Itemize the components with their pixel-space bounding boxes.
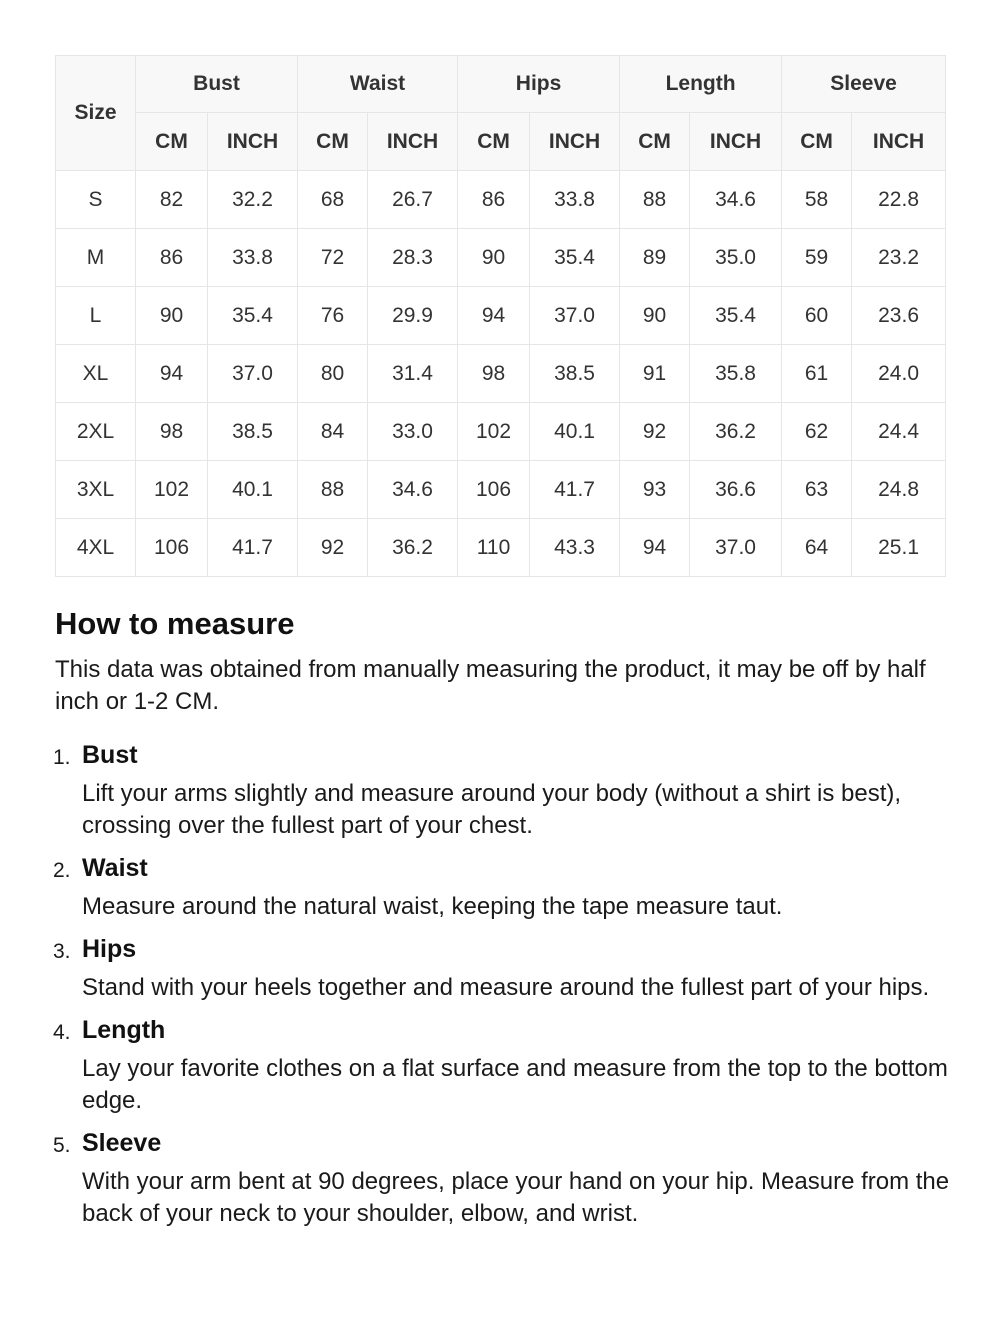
measurement-cell: 36.2 [690,403,782,461]
measurement-steps [55,738,955,1230]
header-row-units [56,113,946,171]
measurement-cell: 84 [298,403,368,461]
measurement-cell: 98 [458,345,530,403]
unit-header-inch: INCH [368,113,458,171]
unit-header-cm: CM [458,113,530,171]
unit-header-cm: CM [620,113,690,171]
size-cell: 4XL [56,519,136,577]
measurement-cell: 22.8 [852,171,946,229]
measurement-cell: 41.7 [530,461,620,519]
unit-header-inch: INCH [852,113,946,171]
step-number: 1. [53,746,71,769]
measurement-cell: 94 [136,345,208,403]
step-number: 4. [53,1021,71,1044]
measurement-cell: 25.1 [852,519,946,577]
measurement-cell: 28.3 [368,229,458,287]
measurement-cell: 93 [620,461,690,519]
unit-header-inch: INCH [530,113,620,171]
step-title: Hips [82,935,137,963]
measurement-cell: 37.0 [690,519,782,577]
unit-header-cm: CM [782,113,852,171]
step-sleeve [55,1126,955,1230]
measurement-cell: 88 [298,461,368,519]
unit-header-cm: CM [136,113,208,171]
measurement-cell: 90 [620,287,690,345]
measurement-cell: 92 [620,403,690,461]
measurement-cell: 41.7 [208,519,298,577]
measurement-cell: 98 [136,403,208,461]
measurement-cell: 37.0 [530,287,620,345]
size-chart-table [55,55,946,577]
measurement-cell: 35.4 [530,229,620,287]
step-number: 2. [53,859,71,882]
measurement-cell: 102 [458,403,530,461]
step-bust [55,738,955,842]
unit-header-cm: CM [298,113,368,171]
table-row [56,287,946,345]
measurement-cell: 82 [136,171,208,229]
group-header-bust: Bust [136,56,298,113]
measurement-cell: 34.6 [690,171,782,229]
step-number: 5. [53,1134,71,1157]
measurement-cell: 91 [620,345,690,403]
measurement-cell: 92 [298,519,368,577]
measurement-cell: 102 [136,461,208,519]
step-description: Lay your favorite clothes on a flat surface and measure from the top to the bottom edge. [82,1055,948,1114]
measurement-cell: 61 [782,345,852,403]
measurement-cell: 106 [136,519,208,577]
measurement-cell: 89 [620,229,690,287]
measurement-cell: 72 [298,229,368,287]
how-to-measure-section [55,604,955,1239]
step-description: Measure around the natural waist, keeping the tape measure taut. [82,893,783,920]
group-header-hips: Hips [458,56,620,113]
measurement-cell: 35.8 [690,345,782,403]
measurement-cell: 23.2 [852,229,946,287]
size-cell: L [56,287,136,345]
unit-header-inch: INCH [690,113,782,171]
table-row [56,403,946,461]
measurement-cell: 23.6 [852,287,946,345]
step-title: Waist [82,854,148,882]
size-cell: M [56,229,136,287]
table-row [56,519,946,577]
size-cell: XL [56,345,136,403]
measurement-cell: 90 [458,229,530,287]
intro-text: This data was obtained from manually measuring the product, it may be off by half inch or 1-2 CM. [55,656,926,715]
measurement-cell: 86 [136,229,208,287]
measurement-cell: 40.1 [530,403,620,461]
measurement-cell: 33.8 [208,229,298,287]
measurement-cell: 32.2 [208,171,298,229]
step-title: Sleeve [82,1129,162,1157]
measurement-cell: 63 [782,461,852,519]
measurement-cell: 38.5 [530,345,620,403]
step-number: 3. [53,940,71,963]
step-title: Bust [82,741,138,769]
measurement-cell: 38.5 [208,403,298,461]
measurement-cell: 94 [458,287,530,345]
measurement-cell: 76 [298,287,368,345]
measurement-cell: 26.7 [368,171,458,229]
measurement-cell: 35.0 [690,229,782,287]
step-waist [55,851,955,923]
measurement-cell: 37.0 [208,345,298,403]
header-row-groups [56,56,946,113]
measurement-cell: 33.8 [530,171,620,229]
table-row [56,345,946,403]
measurement-cell: 110 [458,519,530,577]
measurement-cell: 35.4 [690,287,782,345]
measurement-cell: 24.0 [852,345,946,403]
size-cell: 2XL [56,403,136,461]
step-description: With your arm bent at 90 degrees, place your hand on your hip. Measure from the back of your neck to your shoulder, elbow, and wrist. [82,1168,950,1227]
size-cell: S [56,171,136,229]
group-header-length: Length [620,56,782,113]
measurement-cell: 33.0 [368,403,458,461]
table-row [56,461,946,519]
step-hips [55,932,955,1004]
measurement-cell: 106 [458,461,530,519]
measurement-cell: 80 [298,345,368,403]
measurement-cell: 58 [782,171,852,229]
measurement-cell: 60 [782,287,852,345]
size-cell: 3XL [56,461,136,519]
group-header-waist: Waist [298,56,458,113]
table-body [56,171,946,577]
measurement-cell: 88 [620,171,690,229]
measurement-cell: 86 [458,171,530,229]
measurement-cell: 68 [298,171,368,229]
measurement-cell: 59 [782,229,852,287]
measurement-cell: 94 [620,519,690,577]
measurement-cell: 43.3 [530,519,620,577]
step-title: Length [82,1016,166,1044]
step-description: Stand with your heels together and measure around the fullest part of your hips. [82,974,930,1001]
measurement-cell: 29.9 [368,287,458,345]
table-row [56,229,946,287]
measurement-cell: 24.4 [852,403,946,461]
measurement-cell: 24.8 [852,461,946,519]
measurement-cell: 90 [136,287,208,345]
measurement-cell: 62 [782,403,852,461]
step-description: Lift your arms slightly and measure around your body (without a shirt is best), crossing over the fullest part of your chest. [82,780,902,839]
measurement-cell: 36.6 [690,461,782,519]
table-row [56,171,946,229]
measurement-cell: 64 [782,519,852,577]
step-length [55,1013,955,1117]
measurement-cell: 36.2 [368,519,458,577]
measurement-cell: 35.4 [208,287,298,345]
size-header: Size [56,56,136,171]
measurement-cell: 34.6 [368,461,458,519]
measurement-cell: 40.1 [208,461,298,519]
measurement-cell: 31.4 [368,345,458,403]
group-header-sleeve: Sleeve [782,56,946,113]
section-heading: How to measure [55,606,295,641]
unit-header-inch: INCH [208,113,298,171]
